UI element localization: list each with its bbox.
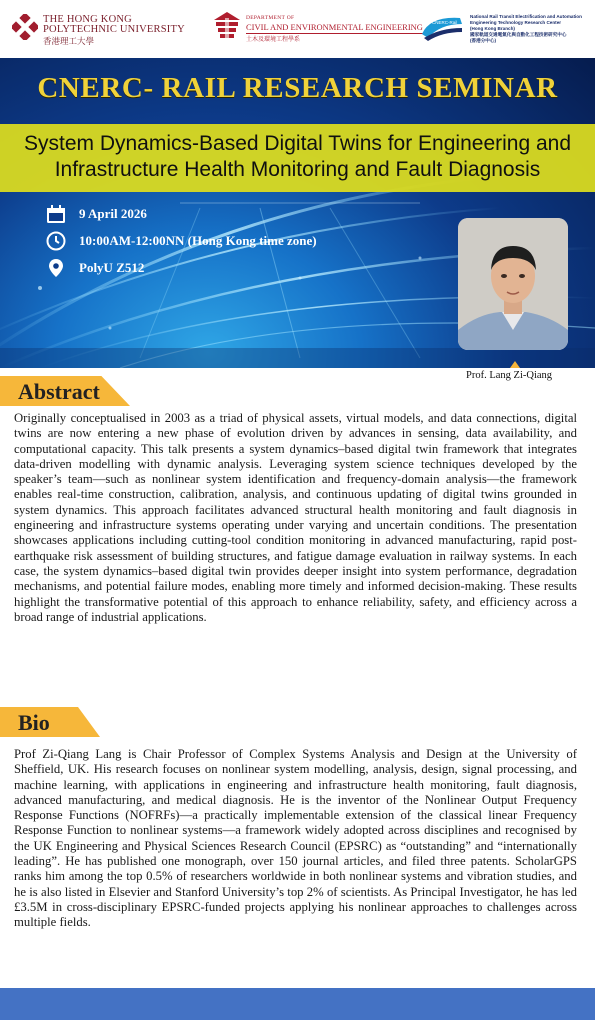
bio-heading: Bio <box>18 710 50 735</box>
header-logos <box>0 0 595 58</box>
calendar-icon <box>46 204 66 224</box>
department-name: CIVIL AND ENVIRONMENTAL ENGINEERING <box>246 22 423 32</box>
speaker-photo <box>458 218 568 350</box>
talk-title-line2: Infrastructure Health Monitoring and Fault Diagnosis <box>54 158 541 181</box>
cnerc-name-line5: (香港分中心) <box>470 38 497 43</box>
abstract-text: Originally conceptualised in 2003 as a triad of physical assets, virtual models, and data connections, digital twins are now entering a new phase of evolution driven by advances in sensing, data availability, and computational capacity. This talk presents a system dynamics–based digital twin framework that integrates data-driven modelling with dynamic analysis. Leveraging system science techniques developed by the speaker’s team—such as nonlinear system identification and frequency-domain analysis—the framework enables real-time construction, calibration, analysis, and continuous updating of digital twins grounded in system dynamics. This approach facilitates advanced structural health monitoring and fault diagnosis in engineering and infrastructure systems operating under varying and uncertain conditions. The presentation showcases applications including cutting-tool condition monitoring in advanced manufacturing, rapid post-earthquake risk assessment of building structures, and fatigue damage evaluation in railway systems. In each case, the system dynamics–based digital twin provides deeper insight into system performance, degradation mechanisms, and potential failure modes, enabling more timely and informed decision-making. These results highlight the transformative potential of this approach to enhance reliability, safety, and efficiency across a broad range of industrial applications. <box>14 411 577 624</box>
cnerc-logo <box>420 10 592 50</box>
caption-pointer <box>510 361 520 368</box>
cnerc-name-line1: National Rail Transit Electrification and Automation <box>470 14 582 19</box>
polyu-emblem-icon <box>12 14 38 40</box>
event-time-text: 10:00AM-12:00NN (Hong Kong time zone) <box>79 233 317 248</box>
clock-icon <box>46 231 66 251</box>
cnerc-name-line2: Engineering Technology Research Center <box>470 20 562 25</box>
polyu-name-line2: POLYTECHNIC UNIVERSITY <box>43 24 185 35</box>
event-venue-text: PolyU Z512 <box>79 260 145 275</box>
talk-title-line1: System Dynamics-Based Digital Twins for Engineering and <box>23 132 572 155</box>
polyu-name-line1: THE HONG KONG <box>43 14 132 25</box>
department-emblem-icon <box>214 12 240 42</box>
cnerc-name-line3: (Hong Kong Branch) <box>470 26 515 31</box>
department-name-chinese: 土木及環境工程學系 <box>246 36 301 43</box>
footer-bar <box>0 988 595 1020</box>
seminar-series-title: CNERC- RAIL RESEARCH SEMINAR <box>37 72 558 104</box>
event-date-text: 9 April 2026 <box>79 206 147 221</box>
polyu-logo <box>12 12 185 47</box>
seminar-banner <box>0 58 595 368</box>
department-label: DEPARTMENT OF <box>246 15 295 21</box>
cnerc-name-line4: 國家軌道交通電氣化與自動化工程技術研究中心 <box>470 32 567 37</box>
cnerc-badge-text: CNERC-Rail <box>432 20 458 25</box>
bio-tab-background <box>0 707 100 737</box>
bio-text: Prof Zi-Qiang Lang is Chair Professor of Complex Systems Analysis and Design at the University of Sheffield, UK. His research focuses on nonlinear system modelling, analysis, design, signal processing, and machine learning, with applications in engineering and infrastructure health monitoring, fault diagnosis, advanced manufacturing, and medical diagnosis. He is the inventor of the Nonlinear Output Frequency Response Functions (NOFRFs)—a practically implementable extension of the classical linear Frequency Response Function to nonlinear systems—a framework widely adopted across disciplines and recognised by the UK Engineering and Physical Sciences Research Council (EPSRC) as “outstanding” and “internationally leading”. He has published one monograph, over 150 journal articles, and filed three patents. ScholarGPS ranks him among the top 0.5% of researchers worldwide in both nonlinear systems and vibration studies, and he is also listed in Elsevier and Stanford University’s top 2% of scientists. As Principal Investigator, he has led £3.5M in cross-disciplinary EPSRC-funded projects applying his nonlinear approaches to challenges across multiple fields. <box>14 747 577 930</box>
polyu-name-chinese: 香港理工大學 <box>43 37 95 47</box>
department-logo <box>214 12 423 46</box>
cnerc-train-icon <box>420 14 464 42</box>
talk-title <box>0 131 595 183</box>
speaker-portrait-graphic <box>458 218 568 350</box>
speaker-caption: Prof. Lang Zi-Qiang <box>466 370 553 381</box>
abstract-heading: Abstract <box>18 379 100 404</box>
location-pin-icon <box>46 258 66 278</box>
